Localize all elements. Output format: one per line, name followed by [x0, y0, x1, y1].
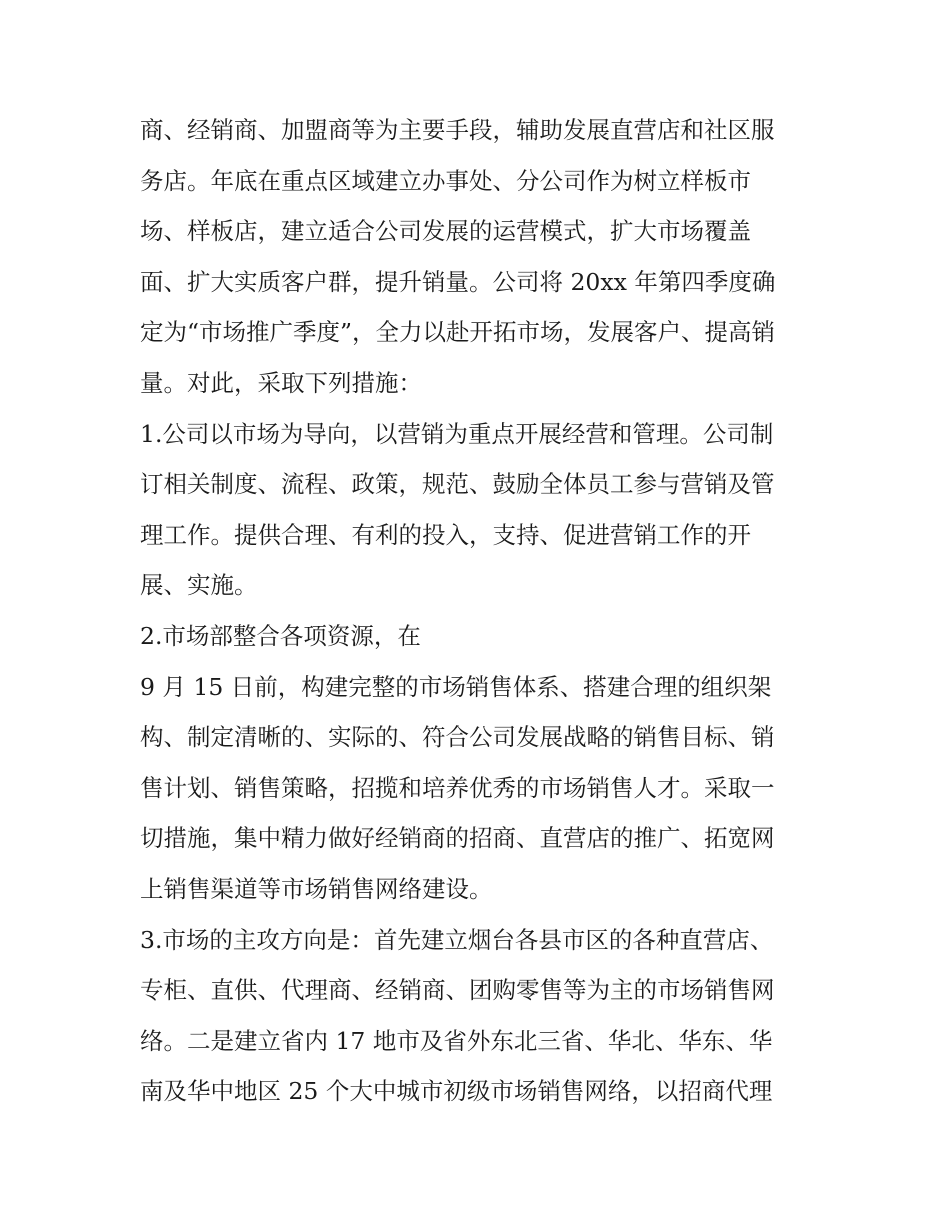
text-line: 上销售渠道等市场销售网络建设。	[140, 874, 493, 903]
text-line: 理工作。提供合理、有利的投入，支持、促进营销工作的开	[140, 520, 751, 549]
text-line: 订相关制度、流程、政策，规范、鼓励全体员工参与营销及管	[140, 470, 775, 499]
text-line: 南及华中地区 25 个大中城市初级市场销售网络，以招商代理	[140, 1077, 773, 1106]
text-line: 场、样板店，建立适合公司发展的运营模式，扩大市场覆盖	[140, 217, 751, 246]
text-line: 构、制定清晰的、实际的、符合公司发展战略的销售目标、销	[140, 723, 775, 752]
text-line: 售计划、销售策略，招揽和培养优秀的市场销售人才。采取一	[140, 773, 775, 802]
text-line: 定为“市场推广季度”，全力以赴开拓市场，发展客户、提高销	[140, 318, 776, 347]
text-line: 9 月 15 日前，构建完整的市场销售体系、搭建合理的组织架	[140, 672, 772, 701]
text-line: 量。对此，采取下列措施：	[140, 368, 422, 397]
text-line: 展、实施。	[140, 571, 258, 600]
text-line: 1.公司以市场为导向，以营销为重点开展经营和管理。公司制	[140, 419, 774, 448]
text-line: 专柜、直供、代理商、经销商、团购零售等为主的市场销售网	[140, 976, 775, 1005]
text-line: 络。二是建立省内 17 地市及省外东北三省、华北、华东、华	[140, 1026, 773, 1055]
text-line: 2.市场部整合各项资源，在	[140, 621, 421, 650]
text-line: 面、扩大实质客户群，提升销量。公司将 20xx 年第四季度确	[140, 267, 776, 296]
text-line: 商、经销商、加盟商等为主要手段，辅助发展直营店和社区服	[140, 116, 775, 144]
text-line: 3.市场的主攻方向是：首先建立烟台各县市区的各种直营店、	[140, 925, 774, 954]
document-body	[140, 105, 820, 1117]
text-line: 务店。年底在重点区域建立办事处、分公司作为树立样板市	[140, 166, 751, 195]
text-line: 切措施，集中精力做好经销商的招商、直营店的推广、拓宽网	[140, 824, 775, 853]
